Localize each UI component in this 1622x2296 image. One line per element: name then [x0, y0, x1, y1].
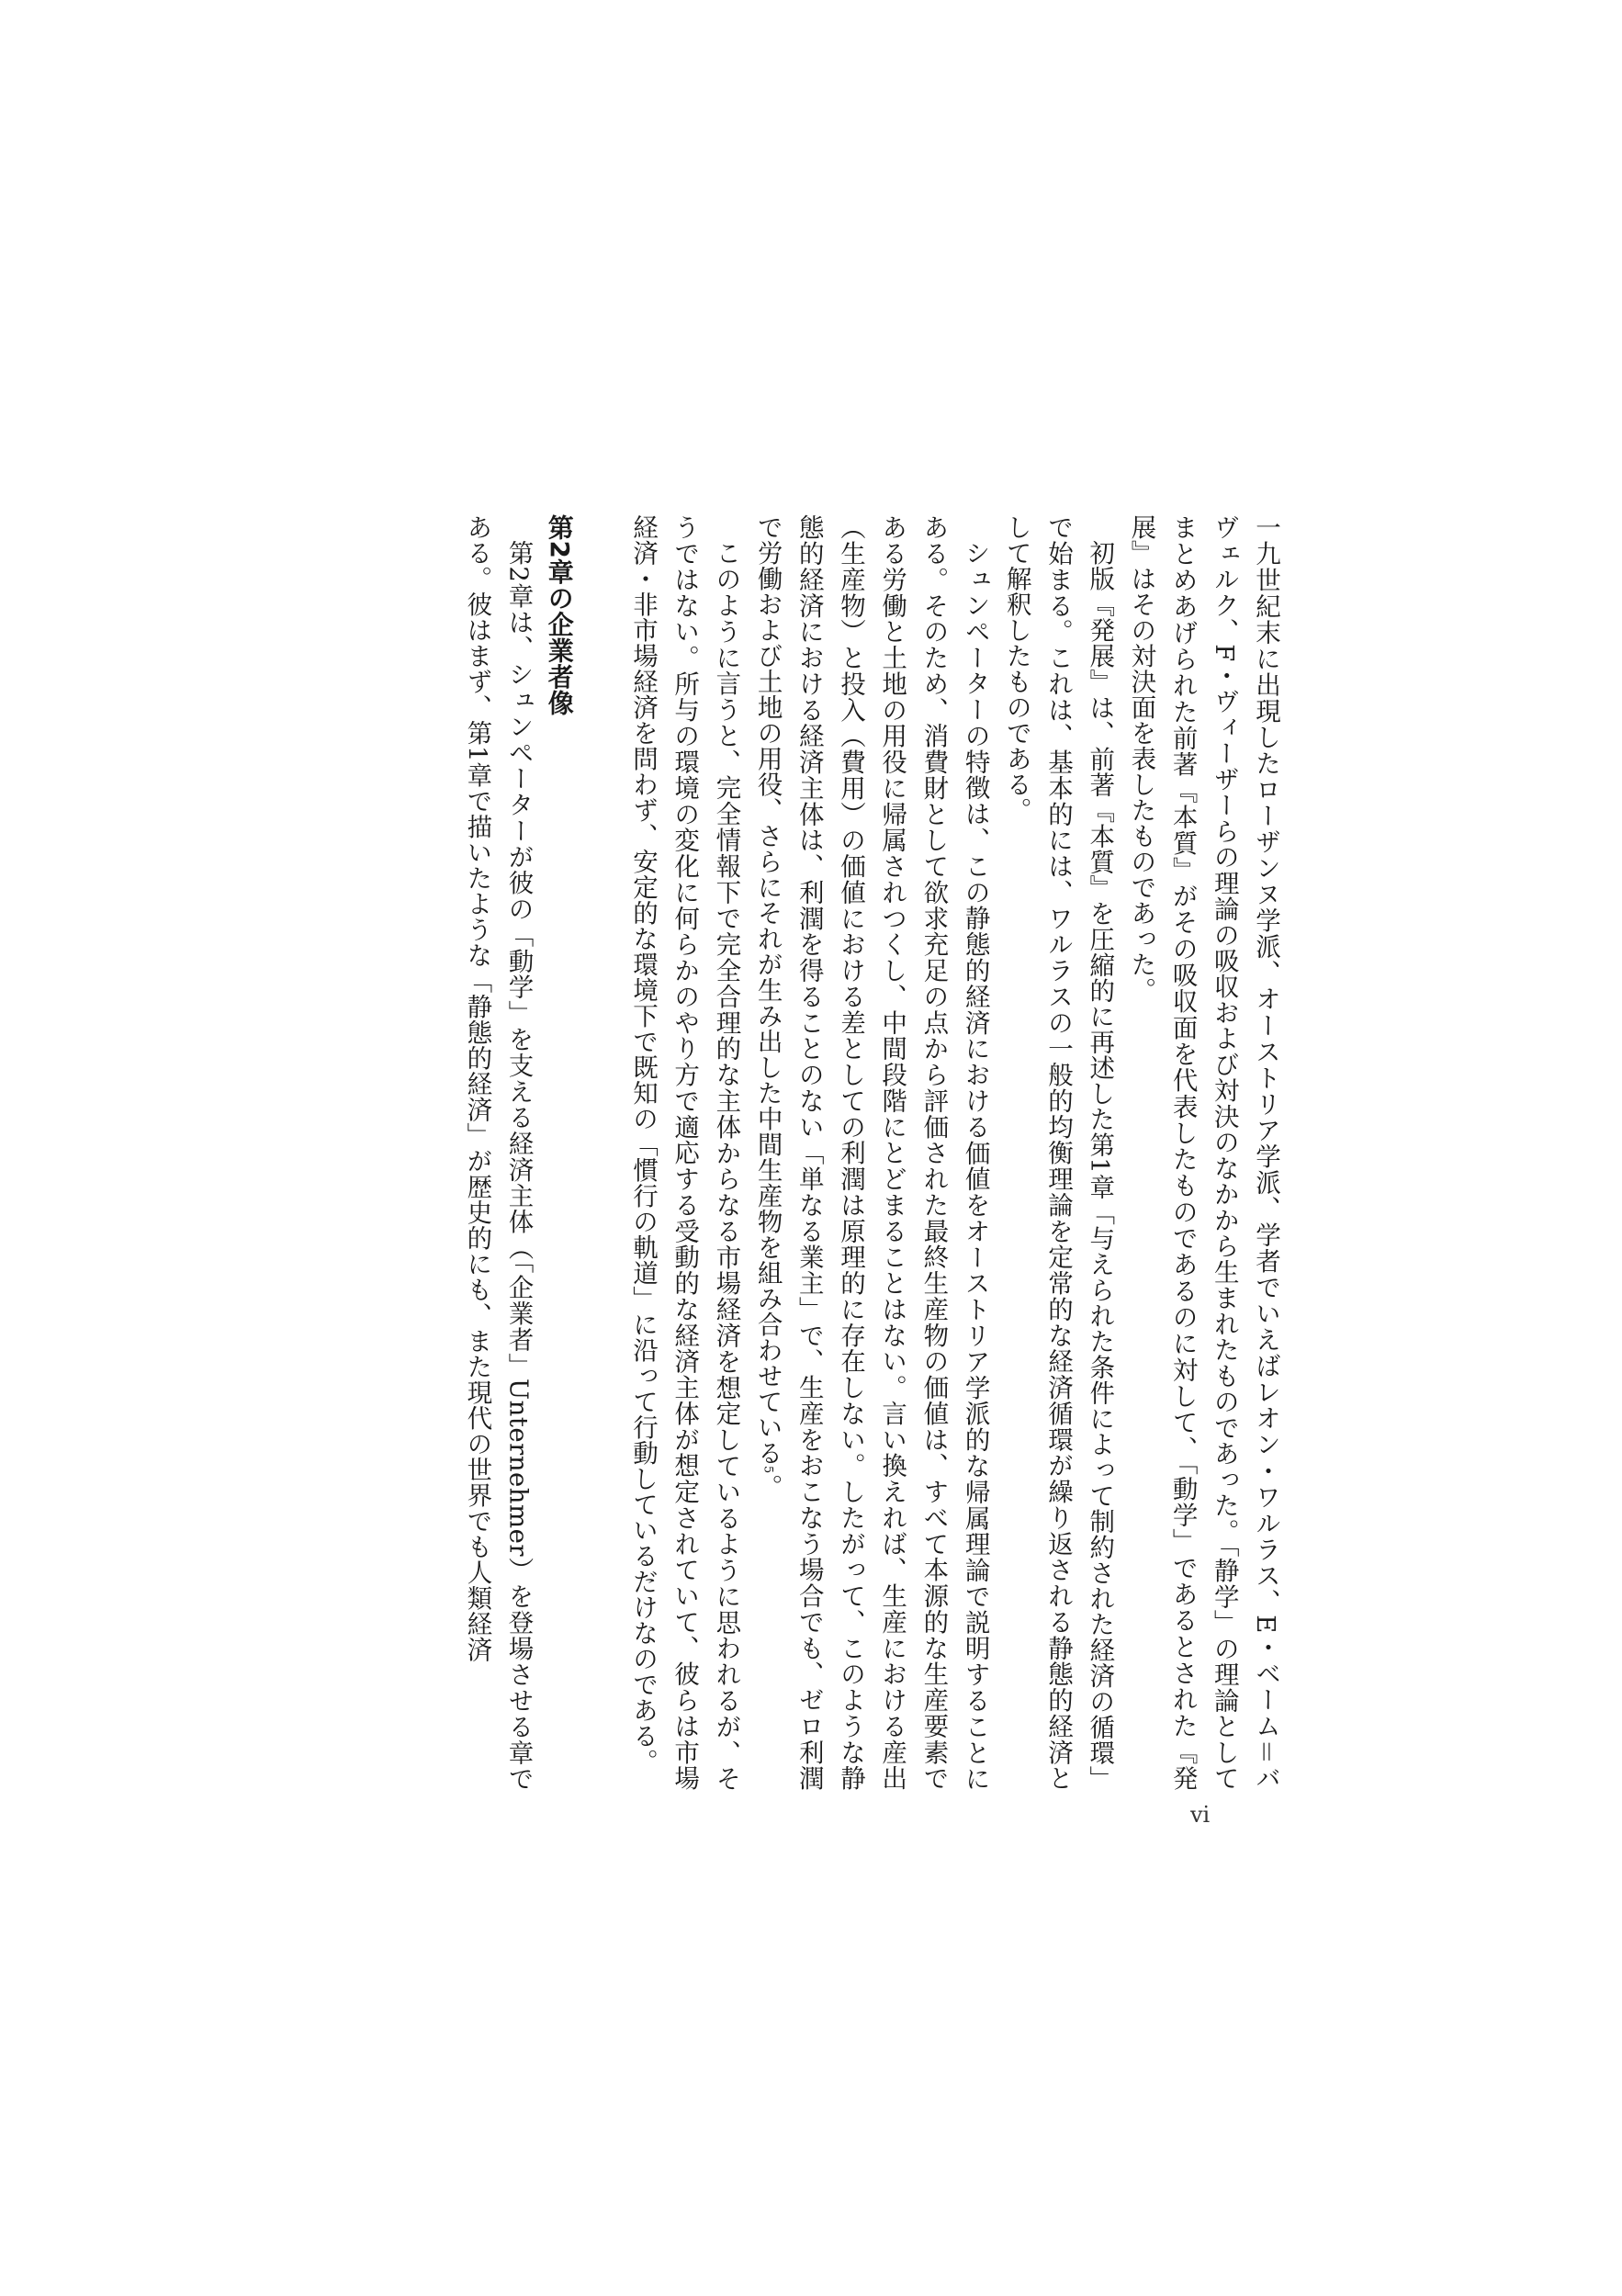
paragraph-2: 初版『発展』は、前著『本質』を圧縮的に再述した第1章「与えられた条件によって制約された経済の循環」で始まる。これは、基本的には、ワルラスの一般的均衡理論を定常的な経済循環が繰り返される静態的経済として解釈したものである。 — [1001, 514, 1115, 1791]
body-text — [456, 514, 1286, 1791]
endnote-mark[interactable]: 5 — [760, 1466, 775, 1474]
paragraph-3 — [746, 514, 995, 1791]
page-number: vi — [1190, 1802, 1211, 1828]
paragraph-4: このように言うと、完全情報下で完全合理的な主体からなる市場経済を想定しているように思われるが、そうではない。所与の環境の変化に何らかのやり方で適応する受動的な経済主体が想定されていて、彼らは市場経済・非市場経済を問わず、安定的な環境下で既知の「慣行の軌道」に沿って行動しているだけなのである。 — [627, 514, 741, 1791]
paragraph-1: 一九世紀末に出現したローザンヌ学派、オーストリア学派、学者でいえばレオン・ワルラス、E・ベーム＝バヴェルク、F・ヴィーザーらの理論の吸収および対決のなかから生まれたものであった。「静学」の理論としてまとめあげられた前著『本質』がその吸収面を代表したものであるのに対して、「動学」であるとされた『発展』はその対決面を表したものであった。 — [1126, 514, 1280, 1791]
paragraph-5: 第2章は、シュンペーターが彼の「動学」を支える経済主体（「企業者」Unternehmer）を登場させる章である。彼はまず、第1章で描いたような「静態的経済」が歴史的にも、また現代の世界でも人類経済 — [462, 514, 534, 1791]
paragraph-3-tail: 。 — [752, 1473, 783, 1500]
paragraph-3-text: シュンペーターの特徴は、この静態的経済における価値をオーストリア学派的な帰属理論で説明することにある。そのため、消費財として欲求充足の点から評価された最終生産物の価値は、すべて本源的な生産要素である労働と土地の用役に帰属されつくし、中間段階にとどまることはない。言い換えれば、生産における産出（生産物）と投入（費用）の価値における差としての利潤は原理的に存在しない。したがって、このような静態的経済における経済主体は、利潤を得ることのない「単なる業主」で、生産をおこなう場合でも、ゼロ利潤で労働および土地の用役、さらにそれが生み出した中間生産物を組み合わせている — [752, 514, 990, 1791]
section-heading: 第2章の企業者像 — [544, 514, 575, 716]
